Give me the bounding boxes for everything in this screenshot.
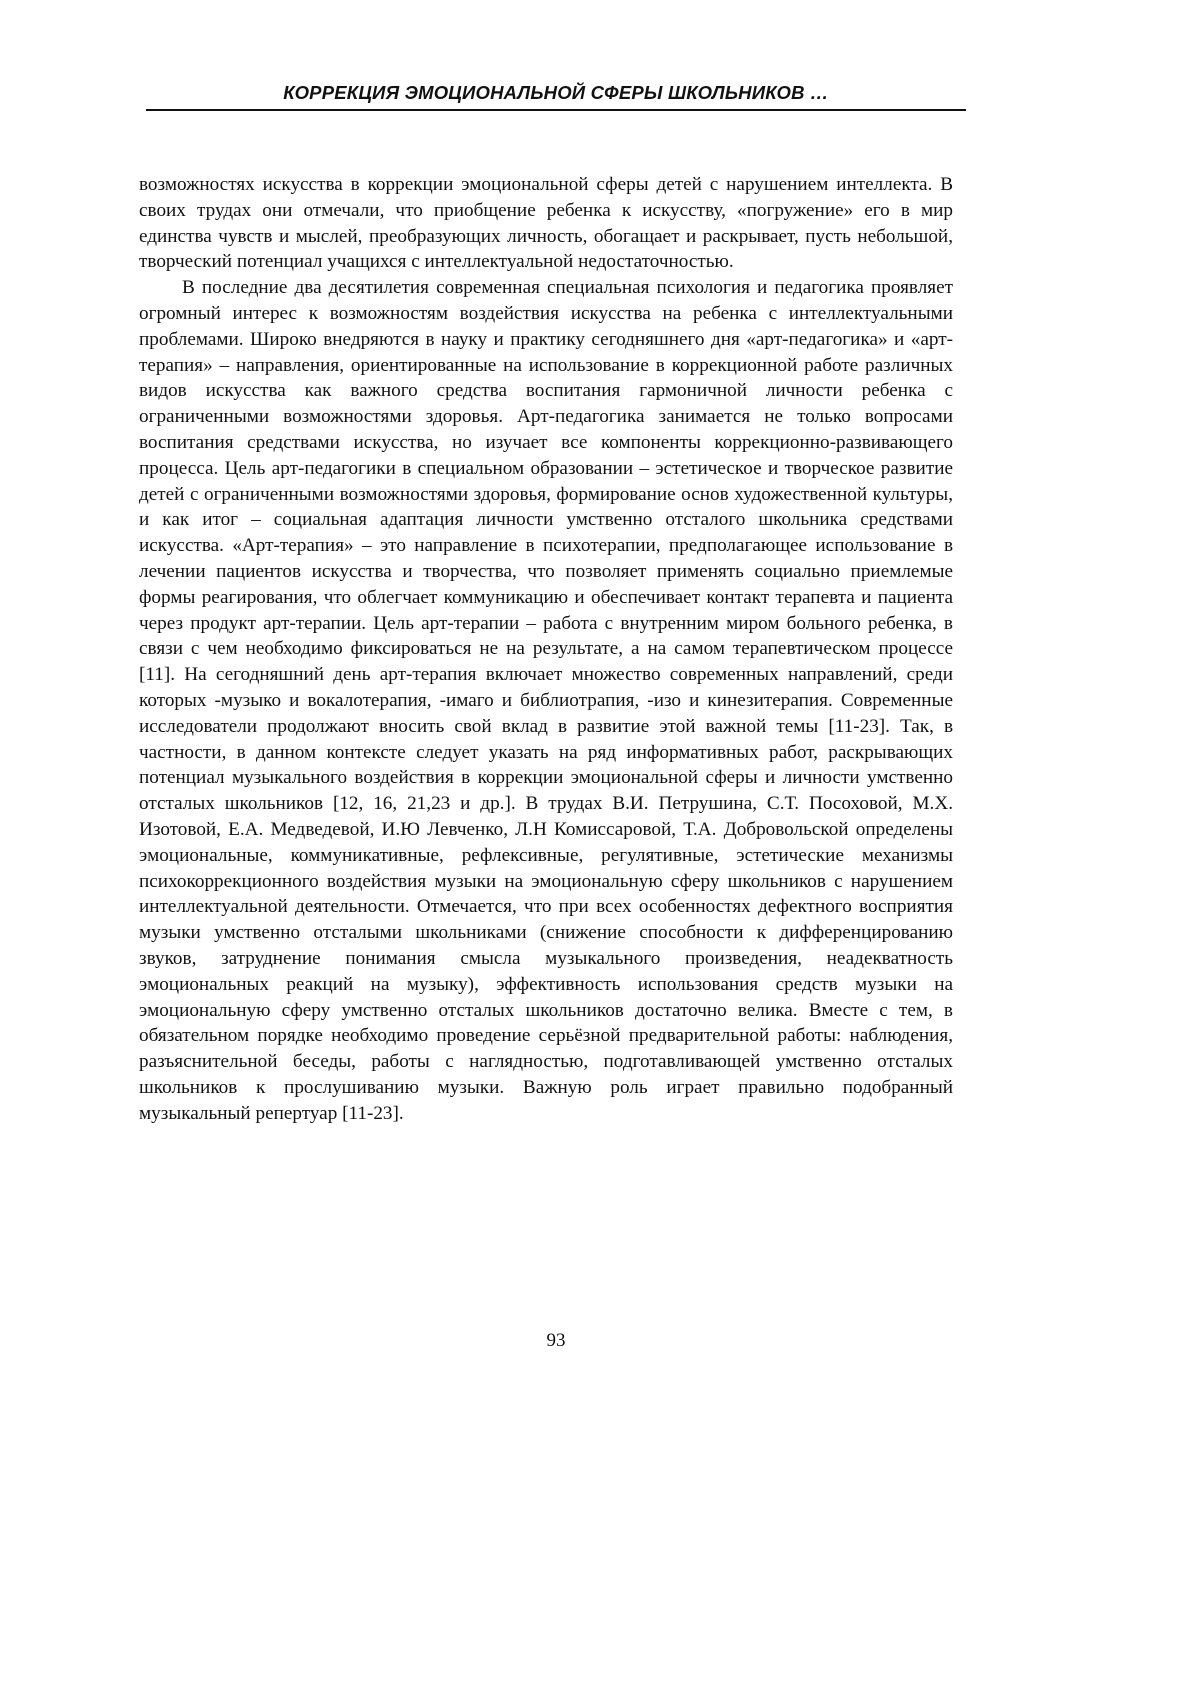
article-body — [139, 172, 953, 1126]
running-title: КОРРЕКЦИЯ ЭМОЦИОНАЛЬНОЙ СФЕРЫ ШКОЛЬНИКОВ … — [283, 82, 829, 103]
paragraph-art-therapy: В последние два десятилетия современная специальная психология и педагогика проявляет огромный интерес к возможностям воздействия искусства на ребенка с интеллектуальными проблемами. Широко внедряются в науку и практику сегодняшнего дня «арт-педагогика» и «арт-терапия» – направления, ориентированные на использование в коррекционной работе различных видов искусства как важного средства воспитания гармоничной личности ребенка с ограниченными возможностями здоровья. Арт-педагогика занимается не только вопросами воспитания средствами искусства, но изучает все компоненты коррекционно-развивающего процесса. Цель арт-педагогики в специальном образовании – эстетическое и творческое развитие детей с ограниченными возможностями здоровья, формирование основ художественной культуры, и как итог – социальная адаптация личности умственно отсталого школьника средствами искусства. «Арт-терапия» – это направление в психотерапии, предполагающее использование в лечении пациентов искусства и творчества, что позволяет применять социально приемлемые формы реагирования, что облегчает коммуникацию и обеспечивает контакт терапевта и пациента через продукт арт-терапии. Цель арт-терапии – работа с внутренним миром больного ребенка, в связи с чем необходимо фиксироваться не на результате, а на самом терапевтическом процессе [11]. На сегодняшний день арт-терапия включает множество современных направлений, среди которых -музыко и вокалотерапия, -имаго и библиотрапия, -изо и кинезитерапия. Современные исследователи продолжают вносить свой вклад в развитие этой важной темы [11-23]. Так, в частности, в данном контексте следует указать на ряд информативных работ, раскрывающих потенциал музыкального воздействия в коррекции эмоциональной сферы и личности умственно отсталых школьников [12, 16, 21,23 и др.]. В трудах В.И. Петрушина, С.Т. Посоховой, М.Х. Изотовой, Е.А. Медведевой, И.Ю Левченко, Л.Н Комиссаровой, Т.А. Добровольской определены эмоциональные, коммуникативные, рефлексивные, регулятивные, эстетические механизмы психокоррекционного воздействия музыки на эмоциональную сферу школьников с нарушением интеллектуальной деятельности. Отмечается, что при всех особенностях дефектного восприятия музыки умственно отсталыми школьниками (снижение способности к дифференцированию звуков, затруднение понимания смысла музыкального произведения, неадекватность эмоциональных реакций на музыку), эффективность использования средств музыки на эмоциональную сферу умственно отсталых школьников достаточно велика. Вместе с тем, в обязательном порядке необходимо проведение серьёзной предварительной работы: наблюдения, разъяснительной беседы, работы с наглядностью, подготавливающей умственно отсталых школьников к прослушиванию музыки. Важную роль играет правильно подобранный музыкальный репертуар [11-23]. — [139, 277, 953, 1124]
header-rule — [146, 109, 966, 111]
page-number: 93 — [546, 1330, 566, 1351]
paragraph-continuation: возможностях искусства в коррекции эмоциональной сферы детей с нарушением интеллекта. В своих трудах они отмечали, что приобщение ребенка к искусству, «погружение» его в мир единства чувств и мыслей, преобразующих личность, обогащает и раскрывает, пусть небольшой, творческий потенциал учащихся с интеллектуальной недостаточностью. — [139, 174, 953, 273]
